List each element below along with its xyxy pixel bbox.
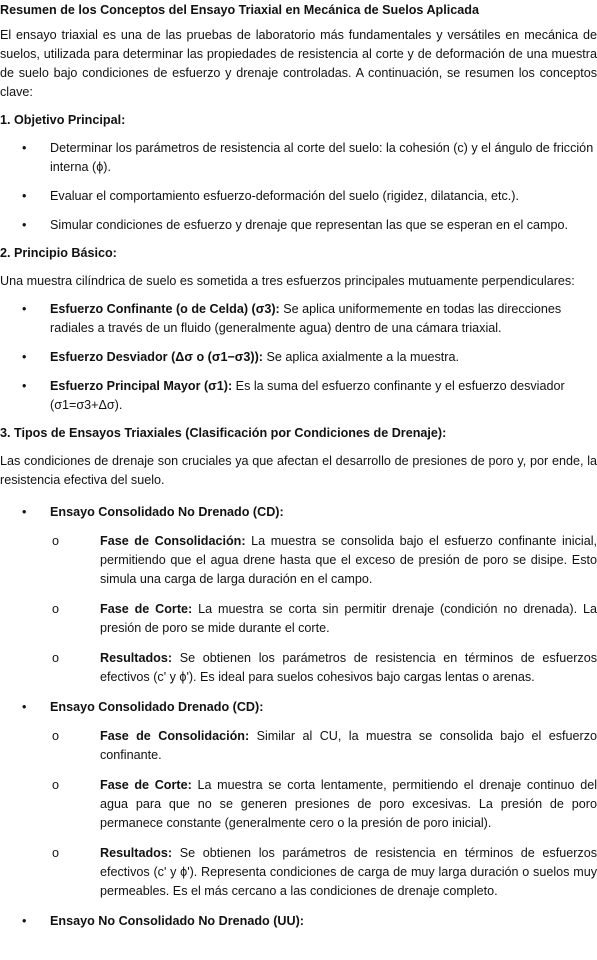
stress-list	[0, 300, 597, 415]
test-type-item	[0, 503, 597, 687]
list-item	[50, 727, 597, 765]
list-item	[50, 600, 597, 638]
description: La muestra se corta lentamente, permitiendo el drenaje continuo del agua para que no se generen presiones de poro excesivas. La presión de poro permanece constante (generalmente cero o la presión de poro inicial).	[100, 778, 597, 830]
marker: o	[52, 602, 60, 616]
list-item	[50, 649, 597, 687]
term: Resultados:	[100, 651, 173, 665]
marker: o	[52, 534, 60, 548]
description: La muestra se corta sin permitir drenaje (condición no drenada). La presión de poro se mide durante el corte.	[100, 602, 597, 635]
section-3-heading: 3. Tipos de Ensayos Triaxiales (Clasificación por Condiciones de Drenaje):	[0, 426, 447, 440]
test-type-item	[0, 912, 597, 931]
term: Fase de Corte:	[100, 602, 193, 616]
term: Esfuerzo Confinante (o de Celda) (σ3):	[50, 302, 280, 316]
list-item: • Determinar los parámetros de resistencia al corte del suelo: la cohesión (c) y el ángulo de fricción interna (ϕ).	[0, 139, 597, 177]
test-phase-list	[50, 727, 597, 901]
list-item: • Evaluar el comportamiento esfuerzo-deformación del suelo (rigidez, dilatancia, etc.).	[0, 187, 597, 206]
list-item	[0, 300, 597, 338]
term: Resultados:	[100, 846, 173, 860]
description: Se aplica axialmente a la muestra.	[263, 350, 460, 364]
test-type-item	[0, 698, 597, 901]
term: Fase de Consolidación:	[100, 729, 250, 743]
section-2-heading: 2. Principio Básico:	[0, 246, 117, 260]
list-item	[50, 776, 597, 833]
description: Es la suma del esfuerzo confinante y el esfuerzo desviador (σ1=σ3+Δσ).	[50, 379, 565, 412]
list-item: • Simular condiciones de esfuerzo y drenaje que representan las que se esperan en el campo.	[0, 216, 597, 235]
test-types-list	[0, 503, 597, 931]
description: Similar al CU, la muestra se consolida bajo el esfuerzo confinante.	[100, 729, 597, 762]
list-item	[0, 377, 597, 415]
description: La muestra se consolida bajo el esfuerzo confinante inicial, permitiendo que el agua drene hasta que el exceso de presión de poro se disipe. Esto simula una carga de larga duración en el campo.	[100, 534, 597, 586]
description: Se aplica uniformemente en todas las direcciones radiales a través de un fluido (generalmente agua) dentro de una cámara triaxial.	[50, 302, 562, 335]
term: Esfuerzo Principal Mayor (σ1):	[50, 379, 233, 393]
term: Fase de Corte:	[100, 778, 192, 792]
test-name: Ensayo No Consolidado No Drenado (UU):	[50, 914, 304, 928]
list-item	[50, 844, 597, 901]
document-title: Resumen de los Conceptos del Ensayo Triaxial en Mecánica de Suelos Aplicada	[0, 3, 479, 17]
section-3-paragraph: Las condiciones de drenaje son cruciales ya que afectan el desarrollo de presiones de poro y, por ende, la resistencia efectiva del suelo.	[0, 454, 597, 487]
term: Fase de Consolidación:	[100, 534, 246, 548]
test-phase-list	[50, 532, 597, 687]
description: Se obtienen los parámetros de resistencia en términos de esfuerzos efectivos (c' y ϕ'). Representa condiciones de carga de muy larga duración o suelos muy permeables. Es el más cercano a las condiciones de drenaje completo.	[100, 846, 597, 898]
objective-list	[0, 139, 597, 235]
description: Se obtienen los parámetros de resistencia en términos de esfuerzos efectivos (c' y ϕ'). Es ideal para suelos cohesivos bajo cargas lentas o arenas.	[100, 651, 597, 684]
intro-paragraph: El ensayo triaxial es una de las pruebas de laboratorio más fundamentales y versátiles en mecánica de suelos, utilizada para determinar las propiedades de resistencia al corte y de deformación de una muestra de suelo bajo condiciones de esfuerzo y drenaje controladas. A continuación, se resumen los conceptos clave:	[0, 28, 597, 99]
marker: o	[52, 846, 60, 860]
marker: o	[52, 729, 60, 743]
section-1-heading: 1. Objetivo Principal:	[0, 113, 126, 127]
marker: o	[52, 778, 60, 792]
section-2-paragraph: Una muestra cilíndrica de suelo es sometida a tres esfuerzos principales mutuamente perpendiculares:	[0, 274, 575, 288]
term: Esfuerzo Desviador (Δσ o (σ1−σ3)):	[50, 350, 263, 364]
list-item	[50, 532, 597, 589]
test-name: Ensayo Consolidado Drenado (CD):	[50, 700, 264, 714]
test-name: Ensayo Consolidado No Drenado (CD):	[50, 505, 284, 519]
list-item	[0, 348, 597, 367]
marker: o	[52, 651, 60, 665]
